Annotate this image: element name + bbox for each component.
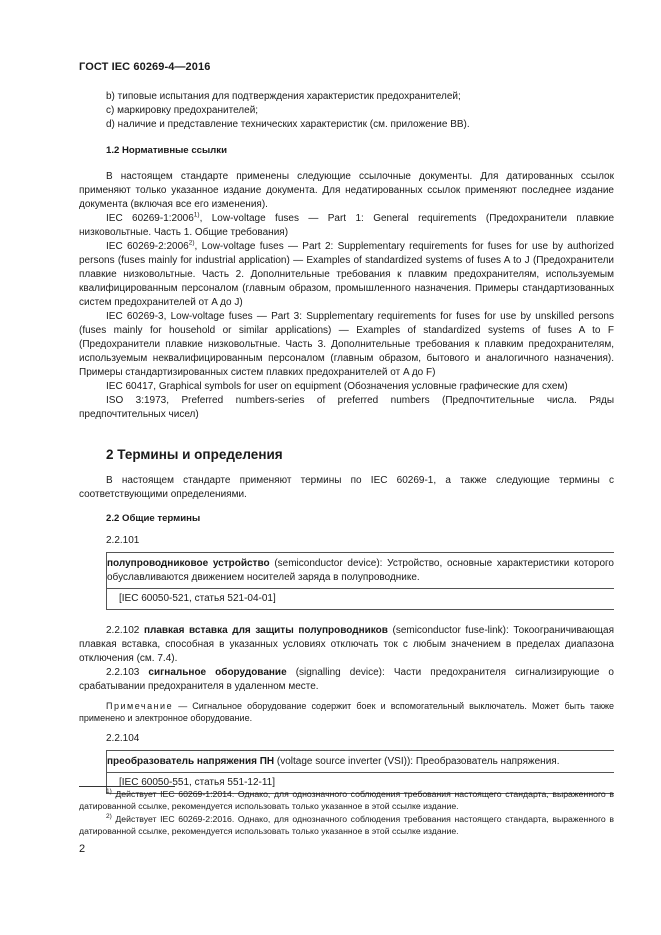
term-name: плавкая вставка для защиты полупроводников (143, 625, 388, 636)
term-source: [IEC 60050-521, статья 521-04-01] (119, 593, 276, 604)
reference-item (79, 212, 614, 240)
term-text: Устройство, основные характеристики которого обуславливаются движением носителей заряда в полупроводнике. (107, 558, 614, 583)
term-text: Части предохранителя сигнализирующие о срабатывании предохранителя в удаленном месте. (79, 667, 614, 692)
term-definition-box (106, 552, 614, 610)
reference-text: , Graphical symbols for user on equipment (Обозначения условные графические для схем) (153, 381, 568, 392)
term-source: [IEC 60050-551, статья 551-12-11] (119, 777, 276, 788)
term-english: (signalling device): (286, 667, 394, 678)
reference-text: , Low-voltage fuses — Part 2: Supplementary requirements for fuses for use by authorized persons (fuses mainly for industrial application) — Examples of standardized systems of fuses A to J (Предохранители плавкие низковольтные. Часть 2. Дополнительные требования к плавким предохранителям, используемым квалифицированным персоналом (главным образом, промышленного назначения. Примеры стандартизованных систем предохранителей от A до J) (79, 241, 614, 308)
section-2-2-heading: 2.2 Общие термины (106, 513, 201, 524)
term-source-row (107, 772, 614, 790)
term-english: (voltage source inverter (VSI)): (274, 756, 416, 767)
reference-item (79, 380, 614, 394)
note (79, 700, 614, 724)
reference-text: , Low-voltage fuses — Part 3: Supplementary requirements for fuses for use by unskilled persons (fuses mainly for household or similar applications) — Examples of standardized systems of fuses A to F (Предохранители плавкие низковольтные. Часть 3. Дополнительные требования к плавким предохранителям, используемым неквалифицированным персоналом (главным образом, бытового и аналогичного назначения). Примеры стандартизированных систем плавких предохранителей от A до F) (79, 311, 614, 378)
footnote (79, 814, 614, 837)
section-1-2-intro: В настоящем стандарте применены следующие ссылочные документы. Для датированных ссылок применяют только указанное издание документа. Для недатированных ссылок применяют последнее издание документа (включая все его изменения). (79, 171, 614, 210)
footnote-separator (79, 786, 175, 787)
list-item-d: d) наличие и представление технических характеристик (см. приложение ВВ). (106, 119, 470, 130)
document-body (79, 90, 614, 794)
reference-text: , Preferred numbers-series of preferred numbers (Предпочтительные числа. Ряды предпочтительных чисел) (79, 395, 615, 420)
reference-code: ISO 3:1973 (106, 395, 167, 406)
section-1-2-heading: 1.2 Нормативные ссылки (106, 145, 227, 156)
footnote-text: Действует IEC 60269-2:2016. Однако, для однозначного соблюдения требования настоящего стандарта, выраженного в датированной ссылке, рекомендуется использовать только указанное в этой ссылке издание. (79, 814, 614, 836)
footnote-text: Действует IEC 60269-1:2014. Однако, для однозначного соблюдения требования настоящего стандарта, выраженного в датированной ссылке, рекомендуется использовать только указанное в этой ссылке издание. (79, 789, 614, 811)
page-number: 2 (79, 843, 86, 855)
list-item-c: c) маркировку предохранителей; (106, 105, 259, 116)
reference-code: IEC 60269-3 (106, 311, 164, 322)
term-entry (79, 666, 614, 694)
reference-item (79, 394, 614, 422)
section-2-heading: 2 Термины и определения (106, 447, 283, 462)
term-number: 2.2.104 (106, 733, 140, 744)
footnote-mark: 2) (106, 813, 112, 821)
term-name: преобразователь напряжения ПН (107, 756, 275, 767)
footnote (79, 789, 614, 812)
term-text: Преобразователь напряжения. (415, 756, 560, 767)
footnote-mark: 1) (106, 788, 112, 796)
term-number: 2.2.102 (106, 625, 144, 636)
term-english: (semiconductor device): (269, 558, 388, 569)
footnote-mark: 2) (188, 239, 195, 247)
term-number: 2.2.101 (106, 535, 140, 546)
term-text: Токоограничивающая плавкая вставка, способная в указанных условиях отключать ток с любым значением в пределах диапазона отключения (см. 7.4). (79, 625, 614, 664)
term-source-row (107, 588, 614, 606)
reference-text: , Low-voltage fuses — Part 1: General requirements (Предохранители плавкие низковольтные. Часть 1. Общие требования) (79, 213, 615, 238)
section-2-intro: В настоящем стандарте применяют термины по IEC 60269-1, а также следующие термины с соответствующими определениями. (79, 475, 614, 500)
document-header: ГОСТ IEC 60269-4—2016 (79, 61, 211, 73)
term-name: сигнальное оборудование (148, 667, 287, 678)
term-entry (79, 624, 614, 666)
term-definition (107, 557, 614, 585)
footnotes (79, 789, 614, 839)
term-english: (semiconductor fuse-link): (387, 625, 514, 636)
note-text: — Сигнальное оборудование содержит боек и вспомогательный выключатель. Может быть также применено и электронное оборудование. (79, 701, 614, 723)
reference-item (79, 310, 614, 380)
term-name: полупроводниковое устройство (107, 558, 270, 569)
footnote-mark: 1) (193, 211, 200, 219)
term-definition-box (106, 750, 614, 794)
reference-code: IEC 60269-2:2006 (106, 241, 189, 252)
note-label: Примечание (106, 701, 174, 711)
reference-code: IEC 60269-1:2006 (106, 213, 194, 224)
list-item-b: b) типовые испытания для подтверждения характеристик предохранителей; (106, 91, 461, 102)
reference-item (79, 240, 614, 310)
term-number: 2.2.103 (106, 667, 149, 678)
reference-code: IEC 60417 (106, 381, 154, 392)
term-definition (107, 755, 614, 769)
